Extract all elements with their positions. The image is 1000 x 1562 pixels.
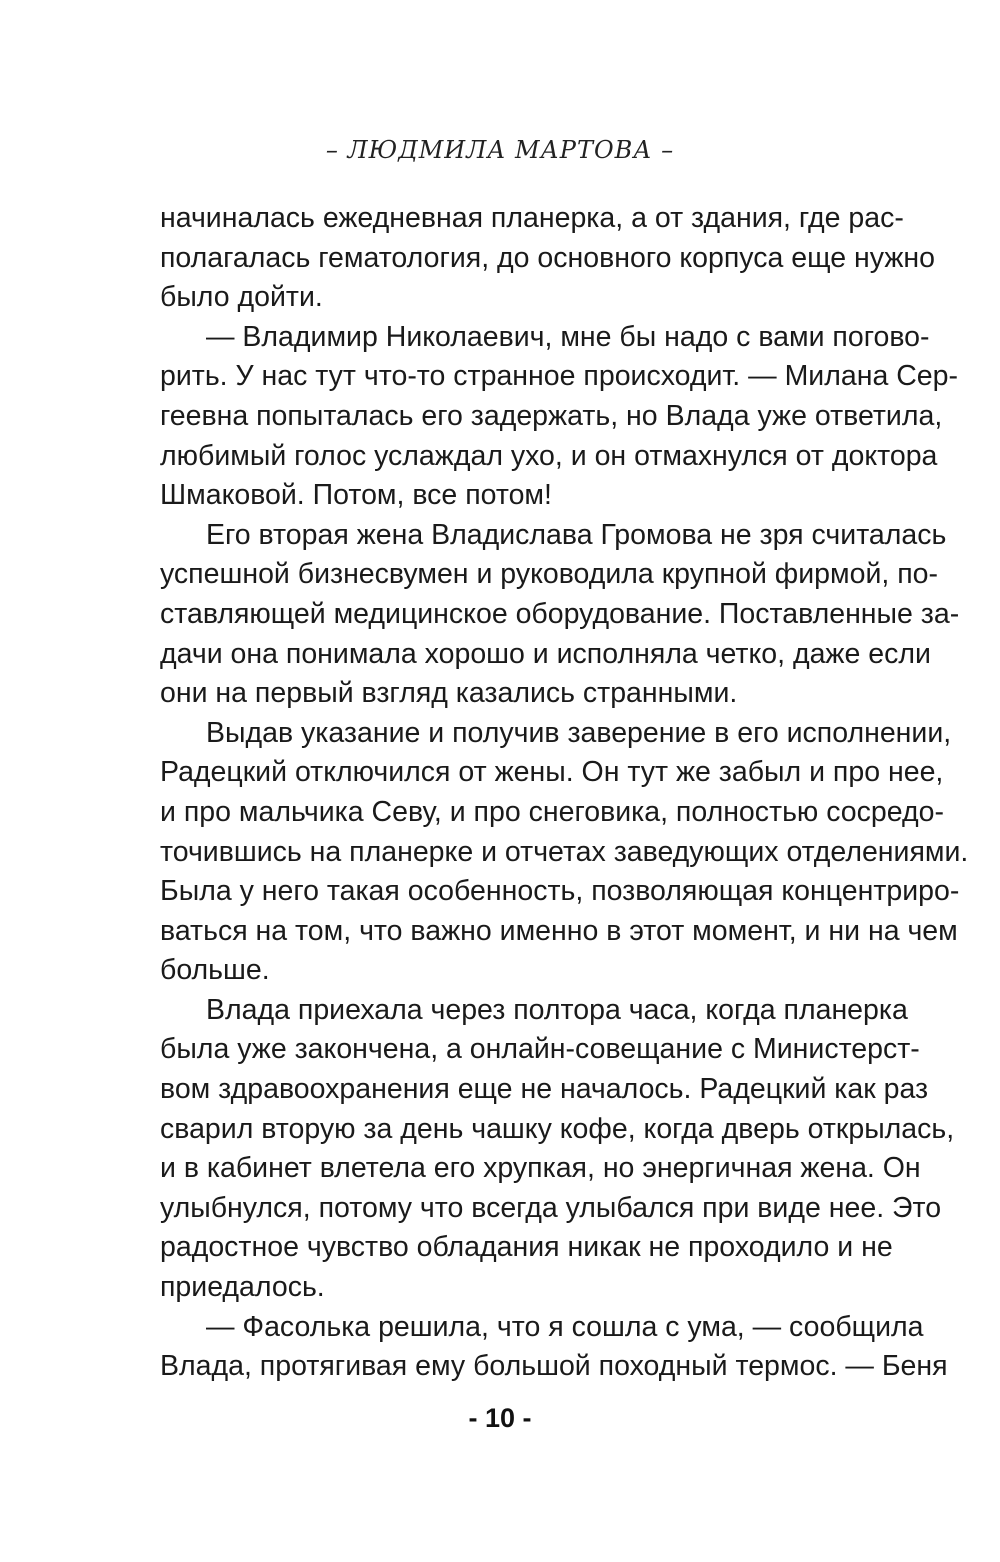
text-line: Радецкий отключился от жены. Он тут же забыл и про нее,: [160, 756, 944, 789]
text-line: Выдав указание и получив заверение в его исполнении,: [206, 716, 952, 749]
text-line: рить. У нас тут что-то странное происходит. — Милана Сер-: [160, 360, 958, 393]
text-line: ставляющей медицинское оборудование. Поставленные за-: [160, 597, 960, 630]
text-line: вом здравоохранения еще не началось. Радецкий как раз: [160, 1073, 929, 1106]
text-line: сварил вторую за день чашку кофе, когда дверь открылась,: [160, 1112, 955, 1145]
text-line: геевна попыталась его задержать, но Влада уже ответила,: [160, 399, 943, 432]
text-line: Была у него такая особенность, позволяющая концентриро-: [160, 875, 960, 908]
text-line: было дойти.: [160, 281, 323, 314]
text-line: ваться на том, что важно именно в этот момент, и ни на чем: [160, 914, 958, 947]
text-line: Влада, протягивая ему большой походный термос. — Беня: [160, 1350, 948, 1383]
text-line: они на первый взгляд казались странными.: [160, 677, 738, 710]
text-line: точившись на планерке и отчетах заведующих отделениями.: [160, 835, 969, 868]
text-line: полагалась гематология, до основного корпуса еще нужно: [160, 241, 935, 274]
text-line: успешной бизнесвумен и руководила крупной фирмой, по-: [160, 558, 939, 591]
text-line: больше.: [160, 954, 270, 987]
text-line: приедалось.: [160, 1271, 325, 1304]
text-line: — Фасолька решила, что я сошла с ума, — сообщила: [206, 1310, 924, 1343]
text-line: радостное чувство обладания никак не проходило и не: [160, 1231, 893, 1264]
text-line: любимый голос услаждал ухо, и он отмахнулся от доктора: [160, 439, 938, 472]
text-line: Шмаковой. Потом, все потом!: [160, 479, 552, 512]
text-line: дачи она понимала хорошо и исполняла четко, даже если: [160, 637, 931, 670]
text-line: начиналась ежедневная планерка, а от здания, где рас-: [160, 202, 904, 234]
page-number: - 10 -: [468, 1403, 532, 1433]
text-line: Влада приехала через полтора часа, когда планерка: [206, 993, 908, 1026]
running-head: – ЛЮДМИЛА МАРТОВА –: [325, 136, 675, 164]
text-line: улыбнулся, потому что всегда улыбался при виде нее. Это: [160, 1191, 942, 1224]
text-line: Его вторая жена Владислава Громова не зря считалась: [206, 518, 947, 551]
body-text: [160, 199, 969, 1387]
text-line: и про мальчика Севу, и про снеговика, полностью сосредо-: [160, 795, 944, 828]
text-line: и в кабинет влетела его хрупкая, но энергичная жена. Он: [160, 1152, 921, 1185]
text-line: — Владимир Николаевич, мне бы надо с вами погово-: [206, 320, 930, 353]
text-line: была уже закончена, а онлайн-совещание с Министерст-: [160, 1033, 920, 1066]
